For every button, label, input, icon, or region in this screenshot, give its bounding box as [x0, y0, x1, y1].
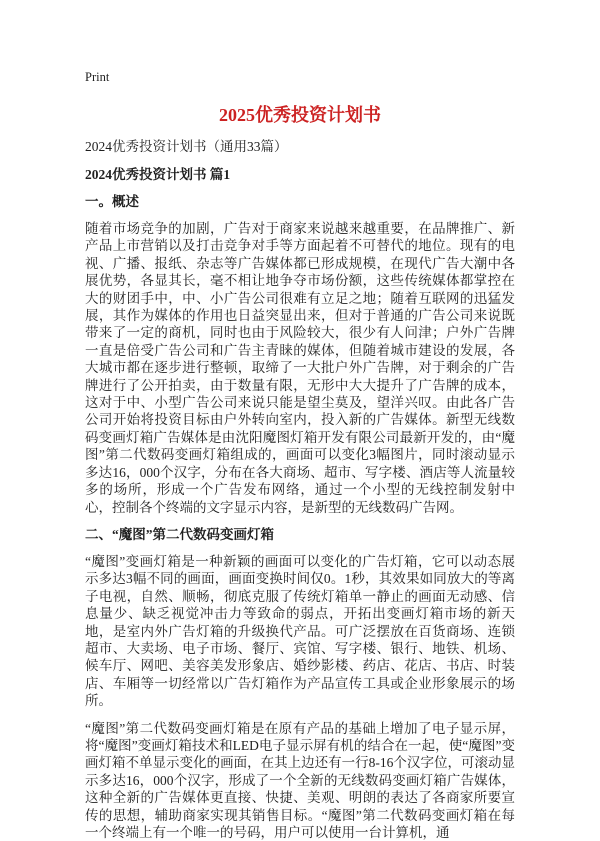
print-link[interactable]: Print [85, 70, 110, 84]
section-1-paragraph: 随着市场竞争的加剧，广告对于商家来说越来越重要，在品牌推广、新产品上市营销以及打击竞争对手等方面起着不可替代的地位。现有的电视、广播、报纸、杂志等广告媒体都已形成规模，在现代广告大潮中各展优势，各显其长，毫不相让地争夺市场份额，这些传统媒体都掌控在大的财团手中，中、小广告公司很难有立足之地；随着互联网的迅猛发展，其作为媒体的作用也日益突显出来，但对于普通的广告公司来说既带来了一定的商机，同时也由于风险较大，很少有人问津；户外广告牌一直是倍受广告公司和广告主青睐的媒体，但随着城市建设的发展，各大城市都在逐步进行整顿，取缔了一大批户外广告牌，对于剩余的广告牌进行了公开拍卖，由于数量有限，无形中大大提升了广告牌的成本，这对于中、小型广告公司来说只能是望尘莫及，望洋兴叹。由此各广告公司开始将投资目标由户外转向室内，投入新的广告媒体。新型无线数码变画灯箱广告媒体是由沈阳魔图灯箱开发有限公司最新开发的，由“魔图”第二代数码变画灯箱组成的，画面可以变化3幅图片，同时滚动显示多达16，000个汉字，分布在各大商场、超市、写字楼、酒店等人流量较多的场所，形成一个广告发布网络，通过一个小型的无线控制发射中心，控制各个终端的文字显示内容，是新型的无线数码广告网。 [85, 221, 515, 515]
section-2-heading: 二、“魔图”第二代数码变画灯箱 [85, 526, 274, 542]
page-title: 2025优秀投资计划书 [219, 105, 381, 125]
section-1-heading: 一。概述 [85, 194, 139, 209]
article-heading: 2024优秀投资计划书 篇1 [85, 167, 231, 182]
section-2-paragraph-2: “魔图”第二代数码变画灯箱是在原有产品的基础上增加了电子显示屏，将“魔图”变画灯箱技术和LED电子显示屏有机的结合在一起，使“魔图”变画灯箱不单显示变化的画面，在其上边还有一行8-16个汉字位，可滚动显示多达16，000个汉字，形成了一个全新的无线数码变画灯箱广告媒体，这种全新的广告媒体更直接、快捷、美观、明朗的表达了各商家所要宣传的思想，辅助商家实现其销售目标。“魔图”第二代数码变画灯箱在每一个终端上有一个唯一的号码，用户可以使用一台计算机，通 [85, 720, 515, 840]
subtitle: 2024优秀投资计划书（通用33篇） [85, 139, 288, 154]
section-2-paragraph-1: “魔图”变画灯箱是一种新颖的画面可以变化的广告灯箱，它可以动态展示多达3幅不同的画面，画面变换时间仅0。1秒，其效果如同放大的等离子电视，自然、顺畅，彻底克服了传统灯箱单一静止的画面无动感、信息量少、缺乏视觉冲击力等致命的弱点，开拓出变画灯箱市场的新天地，是室内外广告灯箱的升级换代产品。可广泛摆放在百货商场、连锁超市、大卖场、电子市场、餐厅、宾馆、写字楼、银行、地铁、机场、候车厅、网吧、美容美发形象店、婚纱影楼、药店、花店、书店、时装店、车厢等一切经常以广告灯箱作为产品宣传工具或企业形象展示的场所。 [85, 553, 515, 709]
